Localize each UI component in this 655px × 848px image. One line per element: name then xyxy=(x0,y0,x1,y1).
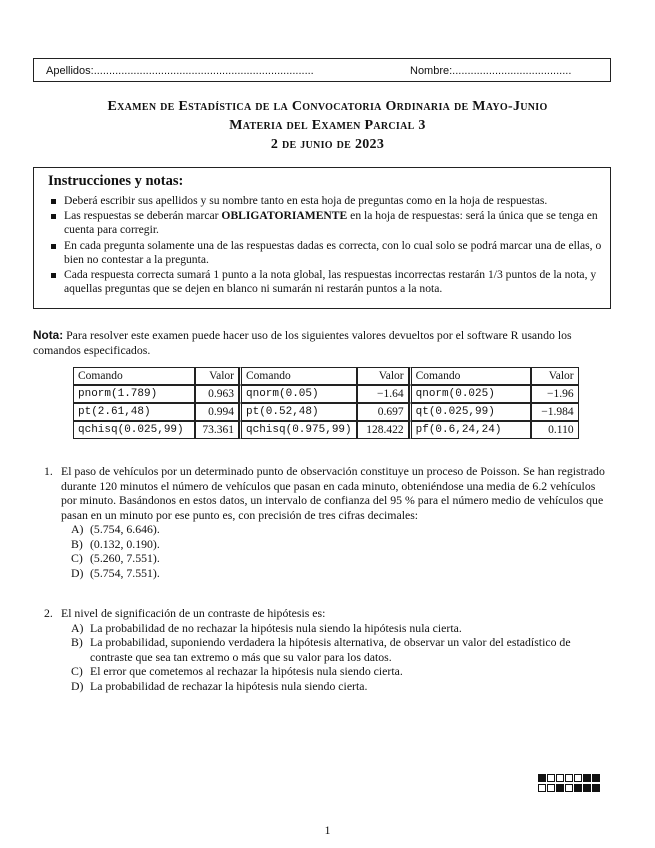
option-c xyxy=(71,551,612,566)
option-letter: A) xyxy=(71,522,84,536)
option-b xyxy=(71,635,612,664)
option-text: La probabilidad de no rechazar la hipótesis nula siendo la hipótesis nula cierta. xyxy=(90,620,462,635)
option-letter: A) xyxy=(71,620,84,635)
table-header: Valor xyxy=(357,367,409,385)
exam-title-line1: Examen de Estadística de la Convocatoria Ordinaria de Mayo-Junio xyxy=(107,99,548,114)
table-cell: 0.963 xyxy=(195,385,239,403)
option-d xyxy=(71,566,612,581)
instruction-item: Cada respuesta correcta sumará 1 punto a la nota global, las respuestas incorrectas restarán 1/3 puntos de la nota, y aquellas preguntas que se dejen en blanco ni sumarán ni restarán puntos a la nota. xyxy=(48,268,608,296)
table-cell: qnorm(0.025) xyxy=(409,385,531,403)
option-b xyxy=(71,537,612,552)
question-number: 2. xyxy=(44,606,53,620)
option-letter: D) xyxy=(71,678,84,693)
instruction-item: Las respuestas se deberán marcar OBLIGATORIAMENTE en la hoja de respuestas: será la única que se tenga en cuenta para corregir. xyxy=(48,209,608,237)
option-letter: B) xyxy=(71,536,83,551)
option-letter: B) xyxy=(71,635,83,649)
question-1 xyxy=(44,464,612,580)
table-cell: −1.96 xyxy=(531,385,579,403)
table-cell: qnorm(0.05) xyxy=(239,385,357,403)
table-row xyxy=(73,421,579,439)
instruction-item: Deberá escribir sus apellidos y su nombre tanto en esta hoja de preguntas como en la hoja de respuestas. xyxy=(48,194,608,208)
note-text: Para resolver este examen puede hacer uso de los siguientes valores devueltos por el software R usando los comandos especificados. xyxy=(33,328,572,357)
option-letter: C) xyxy=(71,551,83,565)
option-text: (5.260, 7.551). xyxy=(90,551,160,565)
option-text: (0.132, 0.190). xyxy=(90,536,160,551)
question-text: El paso de vehículos por un determinado punto de observación constituye un proceso de Poisson. Se han registrado durante 120 minutos el número de vehículos que pasan en cada minuto, obteniéndose una media de 6.2 vehículos por minuto. Basándonos en estos datos, un intervalo de confianza del 95 % para el número medio de vehículos que pasan en un minuto por ese punto es, con precisión de tres cifras decimales: xyxy=(61,464,605,522)
option-text: (5.754, 7.551). xyxy=(90,565,160,580)
table-cell: qchisq(0.025,99) xyxy=(73,421,195,439)
nombre-label: Nombre:....................................... xyxy=(410,65,572,77)
note-paragraph xyxy=(33,328,613,357)
option-a xyxy=(71,621,612,636)
question-number: 1. xyxy=(44,464,53,478)
table-header-row xyxy=(73,367,579,385)
question-text: El nivel de significación de un contraste de hipótesis es: xyxy=(61,606,326,620)
table-cell: pf(0.6,24,24) xyxy=(409,421,531,439)
table-header: Comando xyxy=(409,367,531,385)
exam-title-line2: Materia del Examen Parcial 3 xyxy=(229,118,426,133)
table-cell: 0.110 xyxy=(531,421,579,439)
table-header: Comando xyxy=(73,367,195,385)
option-text: La probabilidad de rechazar la hipótesis nula siendo cierta. xyxy=(90,678,368,693)
option-text: El error que cometemos al rechazar la hipótesis nula siendo cierta. xyxy=(90,664,403,678)
r-values-table xyxy=(73,367,579,439)
option-letter: C) xyxy=(71,664,83,678)
question-2 xyxy=(44,606,612,693)
exam-date: 2 de junio de 2023 xyxy=(270,137,385,152)
instruction-item: En cada pregunta solamente una de las respuestas dadas es correcta, con lo cual solo se podrá marcar una de ellas, o bien no contestar a la pregunta. xyxy=(48,239,608,267)
table-cell: 0.697 xyxy=(357,403,409,421)
page-number: 1 xyxy=(324,823,331,837)
option-c xyxy=(71,664,612,679)
table-cell: qchisq(0.975,99) xyxy=(239,421,357,439)
table-row xyxy=(73,385,579,403)
table-header: Valor xyxy=(531,367,579,385)
table-cell: qt(0.025,99) xyxy=(409,403,531,421)
note-label: Nota: xyxy=(33,328,64,342)
id-code-marks xyxy=(538,774,600,794)
apellidos-label: Apellidos:........................................................................ xyxy=(46,65,314,77)
table-row xyxy=(73,403,579,421)
name-box xyxy=(33,58,611,82)
table-cell: −1.984 xyxy=(531,403,579,421)
table-cell: pt(2.61,48) xyxy=(73,403,195,421)
option-text: La probabilidad, suponiendo verdadera la hipótesis alternativa, de observar un valor del estadístico de contraste que sea tan extremo o más que su valor para los datos. xyxy=(90,635,571,664)
table-cell: 0.994 xyxy=(195,403,239,421)
table-header: Valor xyxy=(195,367,239,385)
option-d xyxy=(71,679,612,694)
table-cell: 128.422 xyxy=(357,421,409,439)
option-text: (5.754, 6.646). xyxy=(90,522,160,536)
instructions-list xyxy=(48,194,608,297)
instructions-heading: Instrucciones y notas: xyxy=(48,173,184,189)
table-cell: pnorm(1.789) xyxy=(73,385,195,403)
instructions-box xyxy=(33,167,611,309)
option-letter: D) xyxy=(71,565,84,580)
option-a xyxy=(71,522,612,537)
table-header: Comando xyxy=(239,367,357,385)
table-cell: 73.361 xyxy=(195,421,239,439)
table-cell: pt(0.52,48) xyxy=(239,403,357,421)
table-cell: −1.64 xyxy=(357,385,409,403)
